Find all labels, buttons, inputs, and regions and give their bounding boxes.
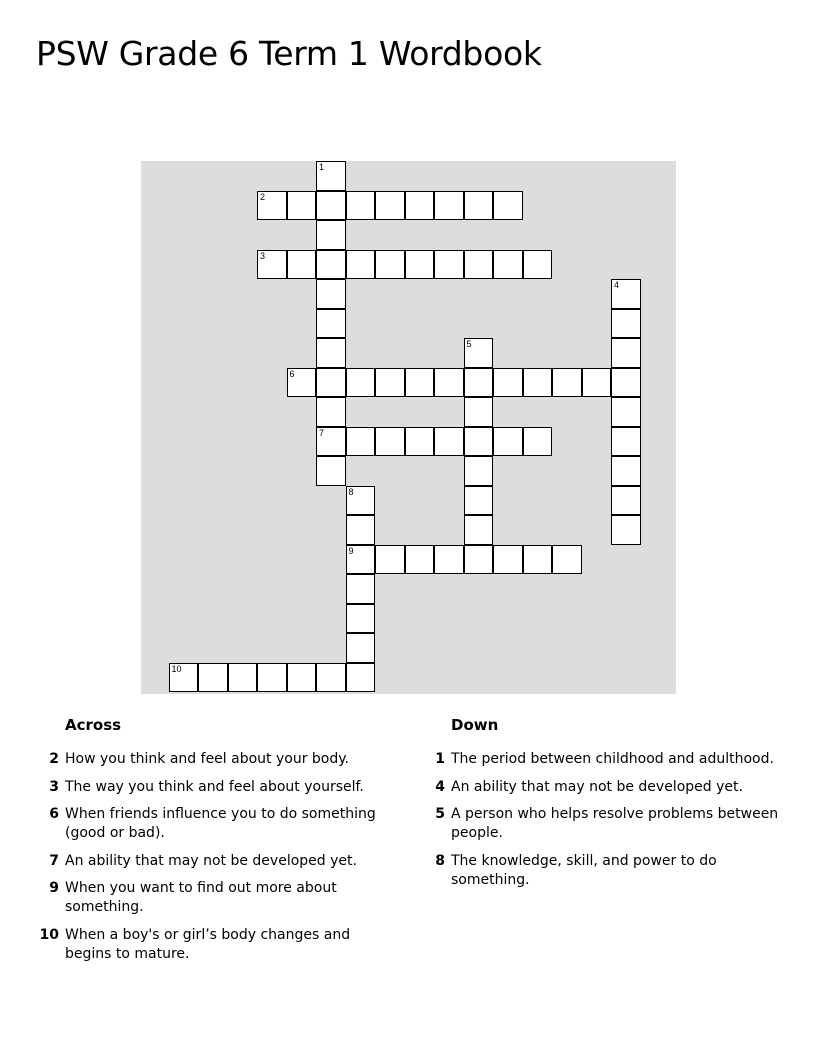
across-clues (36, 716, 396, 972)
cell-number: 8 (348, 486, 354, 497)
down-clue (422, 750, 792, 769)
grid-cell[interactable] (464, 368, 494, 398)
clue-number: 9 (49, 880, 59, 896)
grid-cell[interactable] (316, 161, 346, 191)
cell-number: 9 (348, 545, 354, 556)
grid-cell[interactable] (316, 368, 346, 398)
grid-cell[interactable] (493, 427, 523, 457)
cell-number: 3 (260, 250, 266, 261)
grid-cell[interactable] (346, 250, 376, 280)
grid-cell[interactable] (346, 663, 376, 693)
grid-cell[interactable] (611, 486, 641, 516)
grid-cell[interactable] (198, 663, 228, 693)
cell-number: 7 (319, 427, 325, 438)
grid-cell[interactable] (316, 279, 346, 309)
cell-number: 6 (289, 368, 295, 379)
across-clue (36, 879, 396, 917)
clue-text: An ability that may not be developed yet. (451, 778, 743, 795)
down-clue (422, 805, 792, 843)
grid-cell[interactable] (611, 338, 641, 368)
grid-cell[interactable] (257, 191, 287, 221)
clue-number: 5 (435, 806, 445, 822)
grid-cell[interactable] (493, 191, 523, 221)
grid-cell[interactable] (434, 250, 464, 280)
grid-cell[interactable] (464, 250, 494, 280)
across-clue-list (36, 750, 396, 964)
grid-cell[interactable] (434, 368, 464, 398)
grid-cell[interactable] (257, 663, 287, 693)
grid-cell[interactable] (405, 250, 435, 280)
grid-cell[interactable] (346, 368, 376, 398)
grid-cell[interactable] (611, 397, 641, 427)
grid-cell[interactable] (464, 397, 494, 427)
clue-text: How you think and feel about your body. (65, 751, 349, 767)
grid-cell[interactable] (493, 250, 523, 280)
grid-cell[interactable] (493, 368, 523, 398)
grid-cell[interactable] (316, 456, 346, 486)
clue-number: 1 (435, 751, 445, 767)
grid-cell[interactable] (257, 250, 287, 280)
grid-cell[interactable] (346, 574, 376, 604)
clue-number: 2 (49, 751, 59, 767)
grid-cell[interactable] (611, 456, 641, 486)
grid-cell[interactable] (523, 250, 553, 280)
grid-cell[interactable] (346, 427, 376, 457)
grid-cell[interactable] (405, 545, 435, 575)
grid-cell[interactable] (611, 368, 641, 398)
cell-number: 10 (171, 663, 182, 674)
grid-cell[interactable] (375, 545, 405, 575)
grid-cell[interactable] (375, 427, 405, 457)
grid-cell[interactable] (434, 427, 464, 457)
grid-cell[interactable] (346, 604, 376, 634)
grid-cell[interactable] (346, 486, 376, 516)
grid-cell[interactable] (552, 545, 582, 575)
grid-cell[interactable] (464, 515, 494, 545)
across-heading: Across (65, 716, 122, 734)
grid-cell[interactable] (523, 427, 553, 457)
grid-cell[interactable] (287, 368, 317, 398)
grid-cell[interactable] (375, 191, 405, 221)
down-clue-list (422, 750, 792, 890)
clue-text: The knowledge, skill, and power to do something. (451, 852, 717, 888)
grid-cell[interactable] (316, 250, 346, 280)
across-clue (36, 852, 396, 871)
across-clue (36, 926, 396, 964)
grid-cell[interactable] (464, 338, 494, 368)
down-clue (422, 778, 792, 797)
grid-cell[interactable] (464, 456, 494, 486)
grid-cell[interactable] (316, 220, 346, 250)
grid-cell[interactable] (611, 309, 641, 339)
grid-cell[interactable] (464, 427, 494, 457)
grid-cell[interactable] (346, 633, 376, 663)
grid-cell[interactable] (316, 338, 346, 368)
grid-cell[interactable] (316, 191, 346, 221)
grid-cell[interactable] (316, 663, 346, 693)
cell-number: 4 (614, 280, 620, 290)
down-clue (422, 852, 792, 890)
cell-number: 2 (260, 191, 266, 202)
clue-text: The way you think and feel about yourself. (65, 778, 364, 795)
grid-cell[interactable] (464, 545, 494, 575)
grid-cell[interactable] (434, 191, 464, 221)
grid-cell[interactable] (287, 663, 317, 693)
clue-number: 3 (49, 778, 59, 795)
clue-text: When a boy's or girl’s body changes and begins to mature. (65, 926, 351, 962)
down-heading: Down (451, 716, 499, 734)
grid-cell[interactable] (346, 545, 376, 575)
crossword-grid (141, 161, 676, 694)
across-clue (36, 750, 396, 769)
grid-cell[interactable] (611, 279, 641, 309)
grid-cell[interactable] (405, 191, 435, 221)
grid-cell[interactable] (346, 191, 376, 221)
grid-cell[interactable] (464, 191, 494, 221)
grid-cell[interactable] (346, 515, 376, 545)
clue-number: 4 (435, 778, 445, 795)
cell-number: 5 (466, 339, 472, 349)
grid-cell[interactable] (375, 368, 405, 398)
clue-text: When you want to find out more about something. (65, 880, 337, 915)
page-title: PSW Grade 6 Term 1 Wordbook (36, 34, 542, 73)
grid-cell[interactable] (464, 486, 494, 516)
grid-cell[interactable] (228, 663, 258, 693)
down-clues (422, 716, 792, 898)
clue-text: An ability that may not be developed yet. (65, 852, 357, 869)
grid-cell[interactable] (434, 545, 464, 575)
grid-cell[interactable] (375, 250, 405, 280)
clue-number: 10 (39, 926, 59, 943)
grid-cell[interactable] (287, 250, 317, 280)
grid-cell[interactable] (582, 368, 612, 398)
across-clue (36, 778, 396, 797)
grid-cell[interactable] (611, 427, 641, 457)
grid-cell[interactable] (493, 545, 523, 575)
clue-text: When friends influence you to do something (good or bad). (65, 806, 376, 841)
clue-number: 7 (49, 852, 59, 869)
across-clue (36, 805, 396, 843)
grid-cell[interactable] (523, 368, 553, 398)
grid-cell[interactable] (405, 427, 435, 457)
grid-cell[interactable] (316, 427, 346, 457)
grid-cell[interactable] (316, 397, 346, 427)
clue-number: 8 (435, 852, 445, 869)
grid-cell[interactable] (523, 545, 553, 575)
grid-cell[interactable] (405, 368, 435, 398)
clue-text: The period between childhood and adulthood. (451, 751, 774, 767)
grid-cell[interactable] (552, 368, 582, 398)
grid-cell[interactable] (169, 663, 199, 693)
grid-cell[interactable] (287, 191, 317, 221)
grid-cell[interactable] (316, 309, 346, 339)
grid-cell[interactable] (611, 515, 641, 545)
clue-text: A person who helps resolve problems between people. (451, 806, 779, 841)
clue-number: 6 (49, 806, 59, 822)
cell-number: 1 (319, 162, 325, 172)
